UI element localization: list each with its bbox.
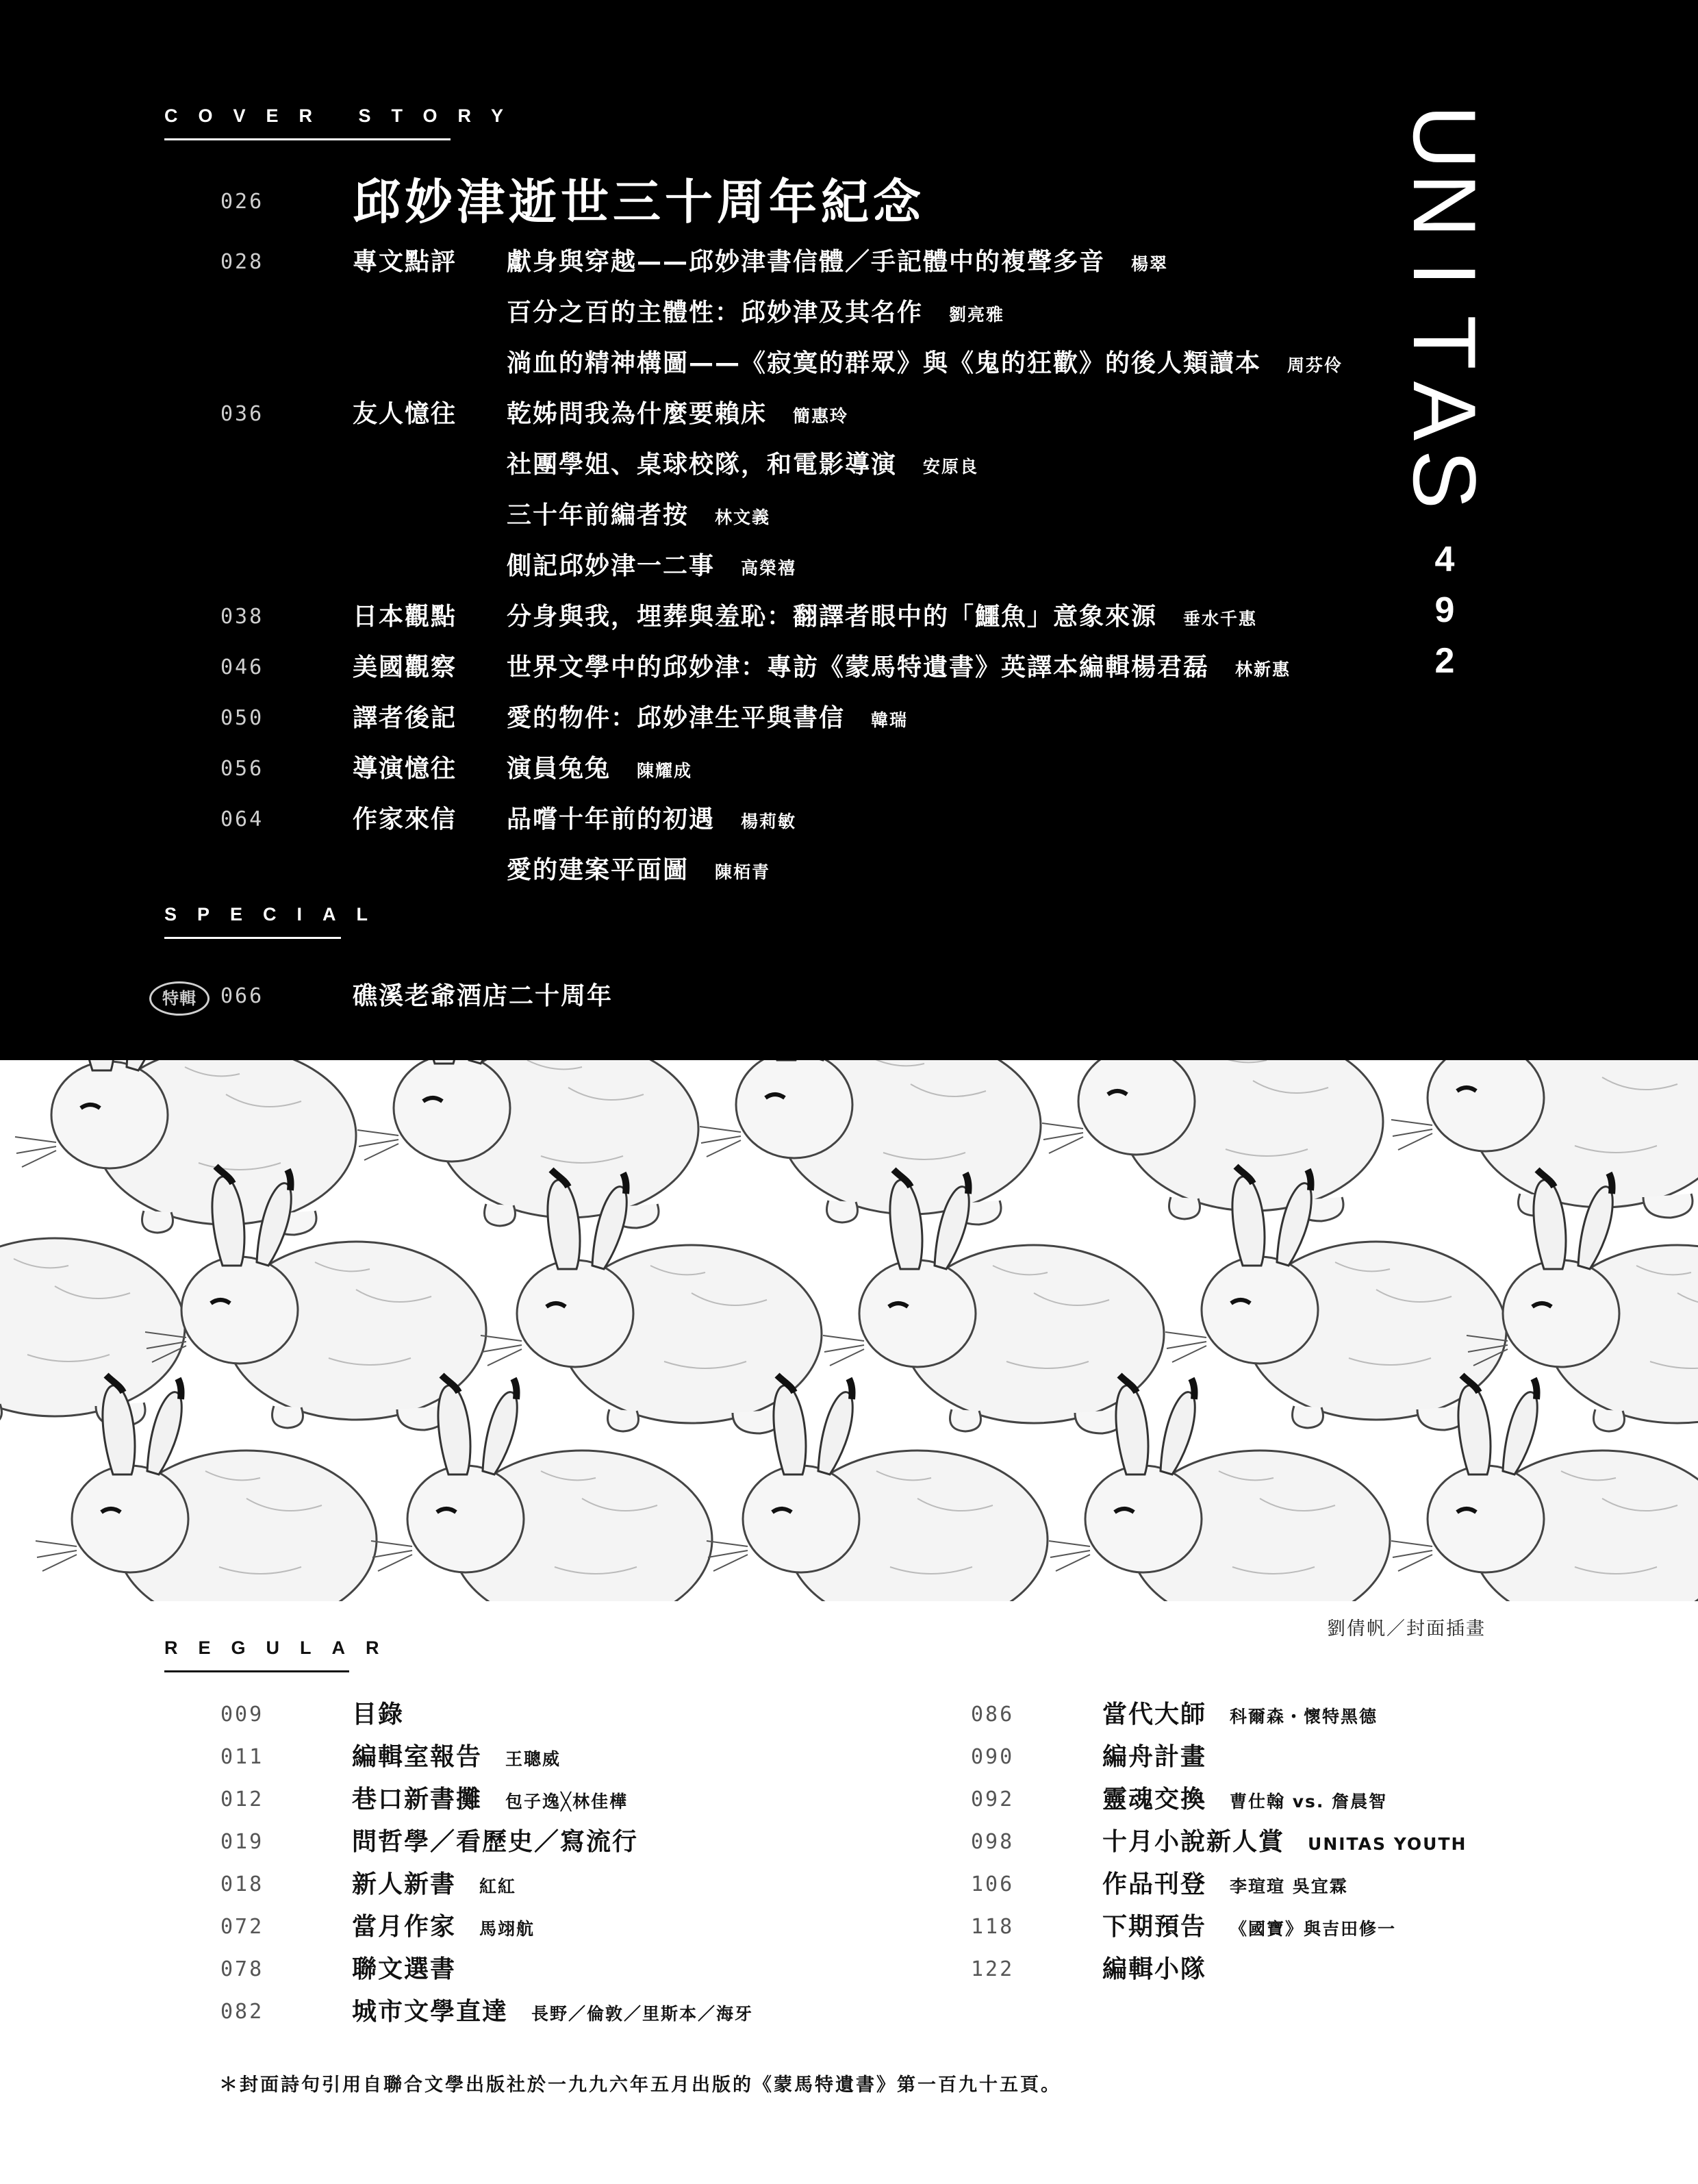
column-title <box>352 1694 427 1738</box>
column-name: 作品刊登 <box>1102 1870 1207 1898</box>
column-author: 馬翊航 <box>479 1919 535 1939</box>
column-title <box>1102 1906 1396 1950</box>
article-title: 演員兔兔 <box>507 755 611 783</box>
column-title <box>352 1821 661 1866</box>
rabbit-pattern-svg <box>0 1060 1698 1601</box>
issue-digit: 9 <box>1434 590 1455 630</box>
logo-letter: S <box>1395 449 1495 510</box>
column-title <box>1102 1863 1348 1908</box>
article-author: 韓瑞 <box>871 710 909 730</box>
column-name: 當代大師 <box>1102 1700 1207 1729</box>
article-title: 世界文學中的邱妙津：專訪《蒙馬特遺書》英譯本編輯楊君磊 <box>507 653 1210 681</box>
column-title <box>1102 1694 1378 1738</box>
article-author: 林新惠 <box>1235 660 1291 679</box>
column-author: 長野／倫敦／里斯本／海牙 <box>531 2004 754 2024</box>
page-number: 056 <box>220 757 264 781</box>
toc-entry <box>507 794 796 849</box>
page-number: 036 <box>220 402 264 426</box>
article-title: 獻身與穿越——邱妙津書信體／手記體中的複聲多音 <box>507 248 1106 276</box>
page-number: 118 <box>971 1915 1015 1939</box>
unitas-logo <box>1395 103 1495 510</box>
toc-entry <box>507 744 692 799</box>
column-author: 紅紅 <box>479 1877 517 1896</box>
column-name: 編輯室報告 <box>352 1743 483 1771</box>
category-label: 專文點評 <box>353 248 457 276</box>
special-title[interactable]: 礁溪老爺酒店二十周年 <box>353 982 613 1010</box>
page-number: 086 <box>971 1703 1015 1727</box>
toc-entry <box>507 389 848 444</box>
toc-entry <box>507 642 1291 697</box>
column-name: 十月小說新人賞 <box>1102 1828 1285 1856</box>
article-title: 淌血的精神構圖——《寂寞的群眾》與《鬼的狂歡》的後人類讀本 <box>507 349 1262 377</box>
page-number: 019 <box>220 1830 264 1854</box>
column-title <box>1102 1736 1230 1781</box>
column-title <box>1102 1779 1387 1823</box>
article-title: 分身與我，埋葬與羞恥：翻譯者眼中的「鱷魚」意象來源 <box>507 603 1158 631</box>
article-title: 三十年前編者按 <box>507 501 689 529</box>
toc-entry <box>507 440 978 494</box>
cover-story-label: COVER STORY <box>164 105 524 136</box>
logo-letter: T <box>1395 315 1495 370</box>
cover-story-panel <box>0 0 1698 1060</box>
special-badge: 特輯 <box>149 981 210 1016</box>
illustration-credit: 劉倩帆／封面插畫 <box>1327 1618 1486 1640</box>
article-author: 陳耀成 <box>637 761 693 781</box>
column-author: UNITAS YOUTH <box>1308 1834 1467 1854</box>
article-author: 垂水千惠 <box>1183 609 1258 629</box>
toc-entry <box>507 541 796 596</box>
column-name: 靈魂交換 <box>1102 1785 1207 1813</box>
column-title <box>352 1991 753 2035</box>
page-number: 122 <box>971 1957 1015 1981</box>
category-label: 譯者後記 <box>353 704 457 732</box>
page-number: 106 <box>971 1872 1015 1896</box>
page-number: 018 <box>220 1872 264 1896</box>
toc-entry <box>507 845 770 900</box>
column-title <box>1102 1948 1230 1993</box>
page-number: 026 <box>220 190 264 214</box>
article-title: 社團學姐、桌球校隊，和電影導演 <box>507 451 898 479</box>
column-name: 巷口新書攤 <box>352 1785 483 1813</box>
article-author: 高榮禧 <box>741 558 797 578</box>
regular-label: REGULAR <box>164 1637 400 1668</box>
page-number: 046 <box>220 655 264 679</box>
logo-letter: A <box>1395 381 1495 441</box>
cover-footnote: ＊封面詩句引用自聯合文學出版社於一九九六年五月出版的《蒙馬特遺書》第一百九十五頁。 <box>219 2074 1061 2096</box>
page-number: 078 <box>220 1957 264 1981</box>
column-title <box>1102 1821 1467 1866</box>
special-label: SPECIAL <box>164 904 388 935</box>
cover-story-rule <box>164 138 451 140</box>
issue-digit: 4 <box>1434 540 1455 579</box>
toc-entry <box>507 288 1004 342</box>
article-title: 百分之百的主體性：邱妙津及其名作 <box>507 299 924 327</box>
column-author: 李瑄瑄 吳宜霖 <box>1230 1877 1348 1896</box>
article-title: 愛的建案平面圖 <box>507 856 689 884</box>
rabbit-illustration <box>0 1060 1698 1601</box>
column-name: 編輯小隊 <box>1102 1955 1207 1983</box>
page-number: 038 <box>220 605 264 629</box>
column-title <box>352 1863 516 1908</box>
column-title <box>352 1736 561 1781</box>
column-title <box>352 1779 628 1823</box>
column-name: 當月作家 <box>352 1913 457 1941</box>
page-number: 011 <box>220 1745 264 1769</box>
column-author: 曹仕翰 vs. 詹晨智 <box>1230 1792 1388 1811</box>
page-number: 050 <box>220 706 264 730</box>
article-title: 乾姊問我為什麼要賴床 <box>507 400 768 428</box>
page-number: 098 <box>971 1830 1015 1854</box>
category-label: 美國觀察 <box>353 653 457 681</box>
column-name: 聯文選書 <box>352 1955 457 1983</box>
category-label: 導演憶往 <box>353 755 457 783</box>
issue-number <box>1424 534 1465 686</box>
column-title <box>352 1906 535 1950</box>
logo-letter: N <box>1395 173 1495 238</box>
special-rule <box>164 937 341 939</box>
column-title <box>352 1948 479 1993</box>
column-name: 問哲學／看歷史／寫流行 <box>352 1828 639 1856</box>
article-title: 品嚐十年前的初遇 <box>507 805 715 833</box>
article-author: 楊莉敏 <box>741 812 797 831</box>
page-number: 064 <box>220 807 264 831</box>
category-label: 友人憶往 <box>353 400 457 428</box>
category-label: 日本觀點 <box>353 603 457 631</box>
logo-letter: U <box>1395 105 1495 169</box>
column-name: 編舟計畫 <box>1102 1743 1207 1771</box>
regular-rule <box>164 1670 349 1672</box>
issue-digit: 2 <box>1434 641 1455 681</box>
page-number: 012 <box>220 1787 264 1811</box>
page-number: 009 <box>220 1703 264 1727</box>
column-author: 科爾森・懷特黑德 <box>1230 1707 1378 1727</box>
article-title: 側記邱妙津一二事 <box>507 552 715 580</box>
toc-entry <box>507 338 1343 393</box>
article-title: 愛的物件：邱妙津生平與書信 <box>507 704 846 732</box>
toc-entry <box>507 490 770 545</box>
column-author: 王聰威 <box>505 1749 561 1769</box>
article-author: 簡惠玲 <box>793 406 849 426</box>
article-author: 周芬伶 <box>1287 355 1343 375</box>
page-number: 028 <box>220 250 264 274</box>
cover-story-headline[interactable]: 邱妙津逝世三十周年紀念 <box>353 174 925 230</box>
toc-entry <box>507 592 1257 647</box>
page-number: 072 <box>220 1915 264 1939</box>
column-name: 目錄 <box>352 1700 405 1729</box>
page-number: 090 <box>971 1745 1015 1769</box>
page-number: 092 <box>971 1787 1015 1811</box>
article-author: 安原良 <box>923 457 979 477</box>
article-author: 林文義 <box>715 507 771 527</box>
article-author: 楊翠 <box>1131 254 1169 274</box>
special-page-number: 066 <box>220 984 264 1008</box>
category-label: 作家來信 <box>353 805 457 833</box>
page-number: 082 <box>220 2000 264 2024</box>
column-author: 包子逸╳林佳樺 <box>505 1792 629 1811</box>
column-name: 新人新書 <box>352 1870 457 1898</box>
toc-entry <box>507 693 908 748</box>
article-author: 劉亮雅 <box>949 305 1005 325</box>
article-author: 陳栢青 <box>715 862 771 882</box>
logo-letter: I <box>1395 261 1495 287</box>
column-name: 下期預告 <box>1102 1913 1207 1941</box>
column-author: 《國寶》與吉田修一 <box>1230 1919 1397 1939</box>
column-name: 城市文學直達 <box>352 1998 509 2026</box>
toc-entry <box>507 237 1168 292</box>
